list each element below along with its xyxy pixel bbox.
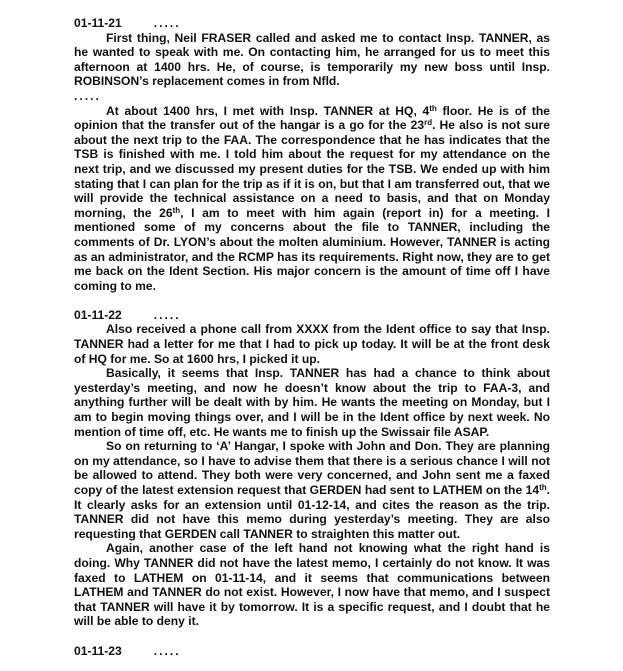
entry-dateline: [74, 16, 550, 31]
entry-date-dots: .....: [153, 307, 181, 322]
entry-paragraph: Also received a phone call from XXXX from the Ident office to say that Insp. TANNER had a letter for me that I had to pick up today. It will be at the front desk of HQ for me. So at 1600 hrs, I picked it up.: [74, 322, 550, 366]
entry-paragraph: So on returning to ‘A’ Hangar, I spoke with John and Don. They are planning on my attendance, so I have to advise them that there is a serious chance I will not be allowed to attend. They both were very concerned, and John sent me a faxed copy of the latest extension request that GERDEN had sent to LATHEM on the 14th. It clearly asks for an extension until 01-12-14, and cites the reason as the trip. TANNER did not have this memo during yesterday’s meeting. They are also requesting that GERDEN call TANNER to straighten this matter out.: [74, 439, 550, 541]
diary-entry: [74, 644, 550, 659]
entry-spacer: [74, 293, 550, 308]
entry-date-dots: .....: [153, 16, 181, 30]
diary-page: [74, 16, 550, 658]
entry-date: 01-11-22: [74, 307, 122, 322]
entry-paragraph: Again, another case of the left hand not knowing what the right hand is doing. Why TANNER did not have the latest memo, I certainly do not know. It was faxed to LATHEM on 01-11-14, and it seems that communications between LATHEM and TANNER do not exist. However, I now have that memo, and I suspect that TANNER will have it by tomorrow. It is a specific request, and I doubt that he will be able to deny it.: [74, 541, 550, 629]
entry-date-dots: .....: [153, 643, 181, 658]
entry-paragraph: Basically, it seems that Insp. TANNER has had a chance to think about yesterday’s meeting, and now he doesn’t know about the trip to FAA-3, and anything further will be dealt with by him. He wants the meeting on Monday, but I am to begin moving things over, and I will be in the Ident office by next week. No mention of time off, etc. He wants me to finish up the Swissair file ASAP.: [74, 366, 550, 439]
entry-date: 01-11-23: [74, 643, 122, 658]
entry-spacer: [74, 629, 550, 644]
diary-entry: [74, 16, 550, 293]
diary-entry: [74, 308, 550, 629]
entry-paragraph: First thing, Neil FRASER called and asked me to contact Insp. TANNER, as he wanted to speak with me. On contacting him, he arranged for us to meet this afternoon at 1400 hrs. He, of course, is temporarily my new boss until Insp. ROBINSON’s replacement comes in from Nfld.: [74, 30, 550, 89]
entry-dateline: [74, 644, 550, 659]
entry-dateline: [74, 308, 550, 323]
entry-paragraph: At about 1400 hrs, I met with Insp. TANNER at HQ, 4th floor. He is of the opinion that the transfer out of the hangar is a go for the 23rd. He also is not sure about the next trip to the FAA. The correspondence that he has indicates that the TSB is finished with me. I told him about the request for my attendance on the next trip, and we discussed my present duties for the TSB. We ended up with him stating that I can plan for the trip as if it is on, but that I am transferred out, that we will provide the technical assistance on a need to basis, and that on Monday morning, the 26th, I am to meet with him again (report in) for a meeting. I mentioned some of my concerns about the file to TANNER, including the comments of Dr. LYON’s about the molten aluminium. However, TANNER is acting as an administrator, and the RCMP has its requirements. Right now, they are to get me back on the Ident Section. His major concern is the amount of time off I have coming to me.: [74, 103, 550, 293]
section-separator: .....: [74, 88, 101, 103]
entry-date: 01-11-21: [74, 16, 122, 30]
